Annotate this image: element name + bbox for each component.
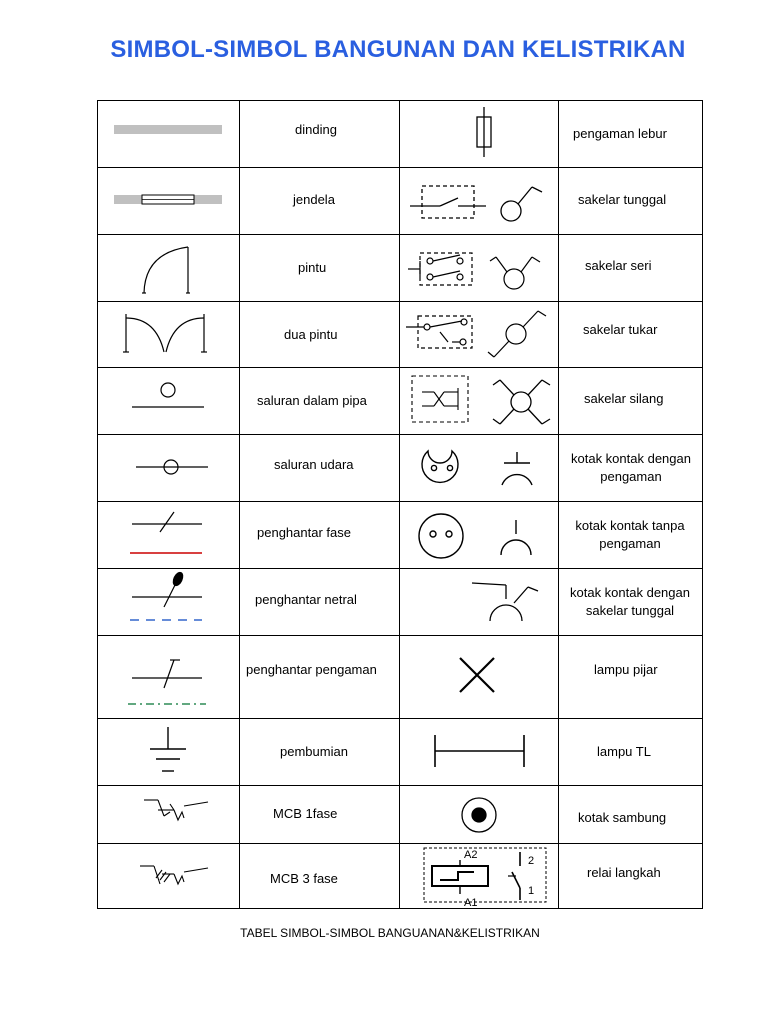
label-dua-pintu: dua pintu [284,326,338,342]
table-row [98,101,703,168]
relay-label-a1: A1 [464,897,478,908]
label-kotak-kontak-dengan-sakelar-tunggal: kotak kontak dengan sakelar tunggal [570,585,690,618]
neutral-conductor-icon [98,569,238,635]
single-switch-icon [400,168,558,234]
ground-icon [98,719,238,785]
label-kotak-kontak-dengan-pengaman: kotak kontak dengan pengaman [571,451,691,484]
fuse-icon [400,101,558,167]
label-sakelar-silang: sakelar silang [584,391,664,406]
symbol-cell [400,719,559,786]
symbol-cell [400,569,559,636]
label-sakelar-tukar: sakelar tukar [583,321,658,337]
socket-ungrounded-icon [400,502,558,568]
table-row [98,569,703,636]
symbol-cell [98,569,240,636]
table-row [98,302,703,368]
symbol-cell [400,101,559,168]
symbol-cell [400,302,559,368]
table-caption: TABEL SIMBOL-SIMBOL BANGUANAN&KELISTRIKAN [240,926,540,940]
window-icon [98,168,238,234]
symbol-cell [98,235,240,302]
symbol-cell [98,168,240,235]
label-mcb-3-fase: MCB 3 fase [270,871,338,886]
symbol-cell [98,786,240,844]
socket-grounded-icon [400,435,558,501]
symbol-cell [98,502,240,569]
relay-label-a2: A2 [464,849,478,861]
symbol-cell [98,435,240,502]
socket-with-switch-icon [400,569,558,635]
double-door-icon [98,302,238,367]
symbol-cell [400,636,559,719]
symbol-cell [400,168,559,235]
symbol-cell [98,719,240,786]
overhead-line-icon [98,435,238,501]
fluorescent-lamp-icon [400,719,558,785]
table-row [98,844,703,909]
label-sakelar-tunggal: sakelar tunggal [578,191,667,207]
label-saluran-dalam-pipa: saluran dalam pipa [257,393,367,408]
label-relai-langkah: relai langkah [587,865,661,880]
symbol-cell [400,368,559,435]
table-row [98,719,703,786]
symbol-cell [98,368,240,435]
table-row [98,502,703,569]
series-switch-icon [400,235,558,301]
label-mcb-1fase: MCB 1fase [273,805,338,821]
symbol-cell [98,101,240,168]
symbol-cell [98,844,240,909]
label-penghantar-pengaman: penghantar pengaman [246,662,377,677]
table-row [98,168,703,235]
symbol-cell [98,636,240,719]
relay-terminal-2: 2 [528,855,535,867]
changeover-switch-icon [400,302,558,367]
symbol-cell [400,235,559,302]
mcb-1-phase-icon [98,786,238,843]
label-kotak-sambung: kotak sambung [578,809,667,825]
page-title: SIMBOL-SIMBOL BANGUNAN DAN KELISTRIKAN [110,36,686,63]
label-kotak-kontak-tanpa-pengaman: kotak kontak tanpa pengaman [575,518,685,551]
protective-conductor-icon [98,636,238,718]
table-row [98,368,703,435]
symbol-cell [400,502,559,569]
incandescent-lamp-icon [400,636,558,718]
label-lampu-pijar: lampu pijar [594,662,658,677]
symbol-cell [400,435,559,502]
table-row [98,435,703,502]
table-row [98,636,703,719]
table-row [98,235,703,302]
phase-conductor-icon [98,502,238,568]
label-lampu-tl: lampu TL [597,744,651,759]
conduit-line-icon [98,368,238,434]
symbol-cell [98,302,240,368]
symbol-cell [400,844,559,909]
mcb-3-phase-icon [98,844,238,908]
label-jendela: jendela [293,192,335,207]
label-penghantar-netral: penghantar netral [255,592,357,607]
door-icon [98,235,238,301]
relay-terminal-1: 1 [528,885,535,897]
label-sakelar-seri: sakelar seri [585,258,652,273]
label-pintu: pintu [298,260,327,275]
table-row [98,786,703,844]
step-relay-icon [400,844,558,908]
label-penghantar-fase: penghantar fase [257,525,351,540]
junction-box-icon [400,786,558,843]
symbol-cell [400,786,559,844]
label-dinding: dinding [295,122,337,137]
wall-icon [98,101,238,167]
label-pembumian: pembumian [280,744,348,759]
symbol-table [97,100,703,909]
label-saluran-udara: saluran udara [274,457,354,472]
label-pengaman-lebur: pengaman lebur [573,126,667,141]
cross-switch-icon [400,368,558,434]
